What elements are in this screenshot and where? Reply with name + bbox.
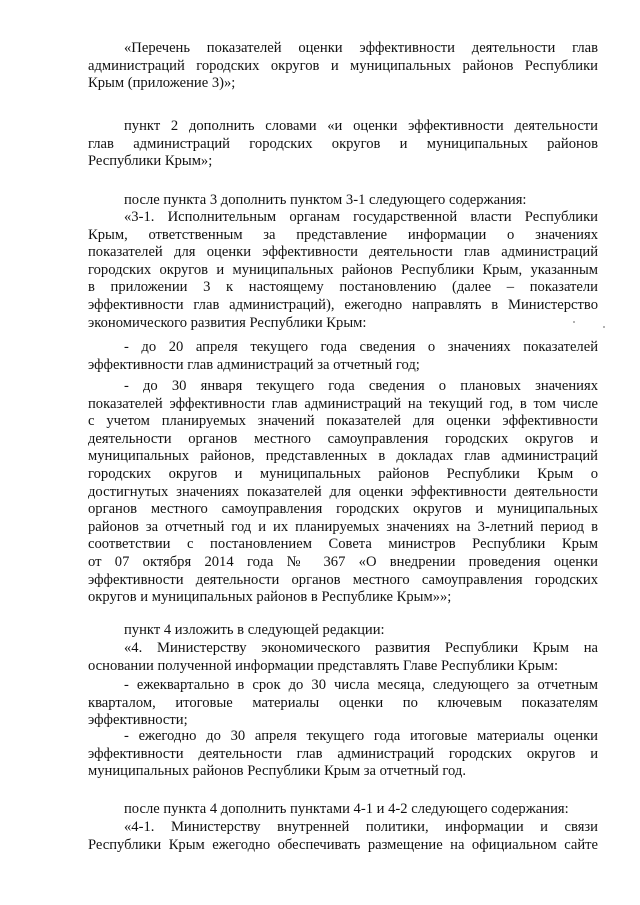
text-line: после пункта 4 дополнить пунктами 4-1 и 4-2 следующего содержания: bbox=[124, 801, 569, 817]
text-line: основании полученной информации представлять Главе Республики Крым: bbox=[88, 657, 559, 674]
text-line: эффективности деятельности глав администраций городских округов и bbox=[88, 745, 598, 762]
text-line: достигнутых значениях показателей для оценки эффективности деятельности bbox=[88, 483, 598, 500]
text-line: глав администраций городских округов и муниципальных районов bbox=[88, 135, 598, 152]
text-line: органов местного самоуправления городских округов и муниципальных bbox=[88, 501, 598, 518]
text-line: от 07 октября 2014 года № 367 «О внедрении проведения оценки bbox=[88, 553, 598, 570]
text-line: показателей эффективности глав администраций на текущий год, в том числе bbox=[88, 395, 598, 412]
text-line: экономического развития Республики Крым: bbox=[88, 314, 367, 331]
text-line: Крым, ответственным за представление информации о значениях bbox=[88, 226, 598, 243]
text-line: районов за отчетный год и их планируемых значениях на 3-летний период в bbox=[88, 518, 598, 535]
paragraph-appendix-3-title bbox=[88, 40, 598, 93]
paragraph-deadline-april-20 bbox=[88, 339, 598, 374]
text-line: - до 30 января текущего года сведения о плановых значениях bbox=[124, 378, 598, 394]
text-line: - ежегодно до 30 апреля текущего года итоговые материалы оценки bbox=[124, 728, 598, 744]
text-line: «3-1. Исполнительным органам государственной власти Республики bbox=[124, 209, 598, 225]
text-line: в приложении 3 к настоящему постановлению (далее – показатели bbox=[88, 279, 598, 296]
text-line: «4-1. Министерству внутренней политики, информации и связи bbox=[124, 819, 598, 835]
text-line: эффективности деятельности органов местного самоуправления городских bbox=[88, 571, 598, 588]
text-line: - до 20 апреля текущего года сведения о значениях показателей bbox=[124, 339, 598, 355]
paragraph-quarterly-report bbox=[88, 677, 598, 730]
paragraph-add-points-4-1-4-2 bbox=[88, 801, 598, 819]
paragraph-point-4-1 bbox=[88, 819, 598, 854]
text-line: эффективности; bbox=[88, 712, 188, 729]
text-line: пункт 2 дополнить словами «и оценки эффективности деятельности bbox=[124, 118, 598, 134]
scan-speck bbox=[603, 326, 605, 328]
text-line: с учетом планируемых значений показателей для оценки эффективности bbox=[88, 413, 598, 430]
text-line: «Перечень показателей оценки эффективности деятельности глав bbox=[124, 40, 598, 56]
text-line: муниципальных районов Республики Крым за отчетный год. bbox=[88, 763, 467, 780]
text-line: соответствии с постановлением Совета министров Республики Крым bbox=[88, 536, 598, 553]
text-line: Республики Крым»; bbox=[88, 153, 213, 170]
paragraph-point-3-1 bbox=[88, 209, 598, 332]
text-line: Крым (приложение 3)»; bbox=[88, 75, 236, 92]
paragraph-deadline-january-30 bbox=[88, 378, 598, 607]
text-line: деятельности органов местного самоуправления городских округов и bbox=[88, 430, 598, 447]
text-line: после пункта 3 дополнить пунктом 3-1 следующего содержания: bbox=[124, 192, 527, 208]
text-line: муниципальных районов, представленных в докладах глав администраций bbox=[88, 448, 598, 465]
text-line: кварталом, итоговые материалы оценки по ключевым показателям bbox=[88, 694, 598, 711]
text-line: - ежеквартально в срок до 30 числа месяца, следующего за отчетным bbox=[124, 677, 598, 693]
text-line: «4. Министерству экономического развития Республики Крым на bbox=[124, 640, 598, 656]
text-line: эффективности глав администраций), ежегодно направлять в Министерство bbox=[88, 296, 598, 313]
paragraph-point-2-amendment bbox=[88, 118, 598, 171]
text-line: эффективности глав администраций за отчетный год; bbox=[88, 356, 420, 373]
text-line: Республики Крым ежегодно обеспечивать размещение на официальном сайте bbox=[88, 836, 598, 853]
text-line: администраций городских округов и муниципальных районов Республики bbox=[88, 57, 598, 74]
paragraph-annual-report bbox=[88, 728, 598, 781]
paragraph-add-point-3-1 bbox=[88, 192, 598, 210]
text-line: пункт 4 изложить в следующей редакции: bbox=[124, 622, 385, 638]
paragraph-point-4-new-wording bbox=[88, 622, 598, 640]
text-line: округов и муниципальных районов в Республике Крым»»; bbox=[88, 589, 452, 606]
text-line: городских округов и муниципальных районов Республики Крым о bbox=[88, 465, 598, 482]
paragraph-point-4 bbox=[88, 640, 598, 675]
text-line: городских округов и муниципальных районов Республики Крым, указанным bbox=[88, 261, 598, 278]
scan-speck bbox=[573, 321, 575, 323]
text-line: показателей для оценки эффективности деятельности глав администраций bbox=[88, 244, 598, 261]
